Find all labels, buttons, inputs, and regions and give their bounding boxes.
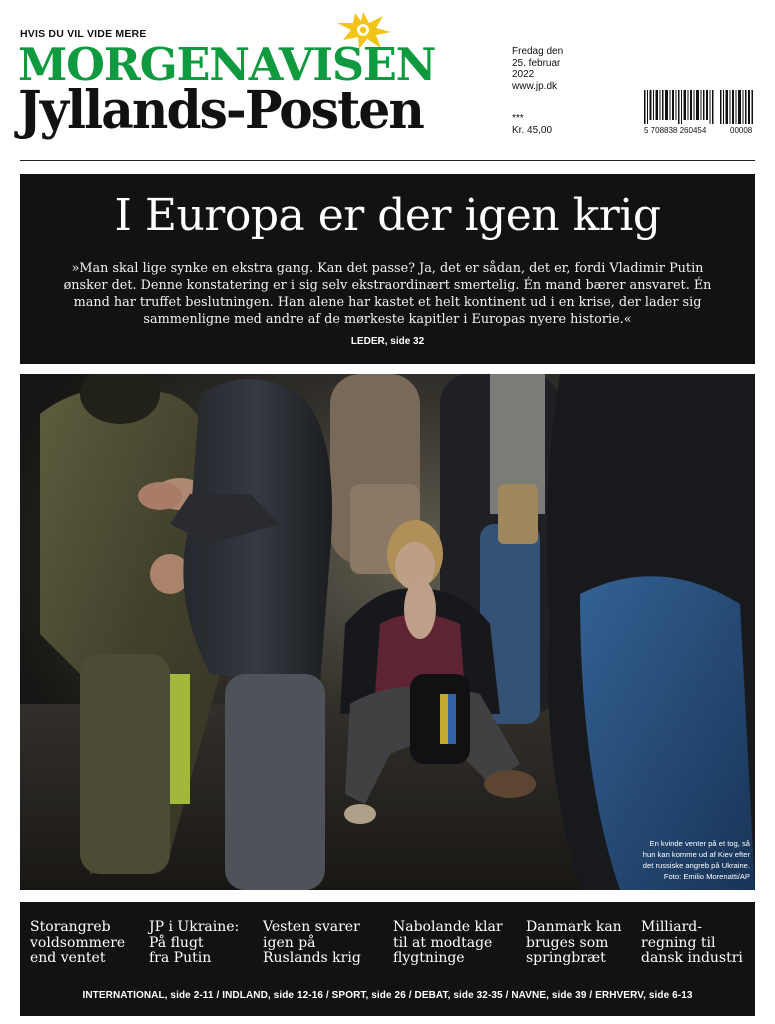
teaser-line: Ruslands krig <box>263 950 361 966</box>
teaser-line: voldsommere <box>30 934 126 951</box>
lead-headline[interactable]: I Europa er der igen krig <box>114 190 661 241</box>
masthead <box>0 0 775 160</box>
photo-caption <box>600 838 750 882</box>
teaser-line: springbræt <box>526 950 606 966</box>
teaser-6[interactable] <box>641 920 743 967</box>
teaser-line: Milliard- <box>641 919 702 935</box>
photo-caption-line-1: En kvinde venter på et tog, så <box>649 839 750 848</box>
website-link[interactable]: www.jp.dk <box>512 80 558 92</box>
teaser-line: igen på <box>263 934 316 951</box>
year-label: 2022 <box>512 69 535 80</box>
teaser-line: fra Putin <box>149 950 212 966</box>
masthead-title-bottom: Jyllands-Posten <box>18 80 423 141</box>
teaser-line: Storangreb <box>30 919 111 935</box>
teaser-3[interactable] <box>263 920 361 967</box>
teaser-line: bruges som <box>526 934 609 951</box>
teaser-line: dansk industri <box>641 950 743 966</box>
date-label: 25. februar <box>512 57 561 69</box>
date-block <box>512 46 563 92</box>
teaser-line: flygtninge <box>393 950 465 966</box>
price-block <box>512 113 552 137</box>
section-index[interactable]: INTERNATIONAL, side 2-11 / INDLAND, side 12-16 / SPORT, side 26 / DEBAT, side 32-35 / NAVNE, side 39 / ERHVERV, side 6-13 <box>82 990 693 1001</box>
barcode-icon <box>644 90 714 124</box>
teaser-line: regning til <box>641 934 716 951</box>
lead-headline-box <box>20 174 755 364</box>
teaser-2[interactable] <box>149 920 239 967</box>
teaser-line: Vesten svarer <box>263 919 360 935</box>
teaser-line: JP i Ukraine: <box>149 919 240 935</box>
price-label: Kr. 45,00 <box>512 125 553 136</box>
photo-credit: Foto: Emilio Morenatti/AP <box>663 872 750 881</box>
teaser-line: end ventet <box>30 950 106 966</box>
teaser-line: Danmark kan <box>526 919 622 935</box>
cover-photo-illustration <box>20 374 755 890</box>
masthead-divider <box>20 160 755 161</box>
teaser-5[interactable] <box>526 920 622 967</box>
teaser-1[interactable] <box>30 920 125 967</box>
photo-caption-line-2: hun kan komme ud af Kiev efter <box>642 850 750 859</box>
lead-page-reference[interactable]: LEDER, side 32 <box>350 336 425 347</box>
teaser-box <box>20 902 755 1016</box>
teaser-line: På flugt <box>149 934 204 951</box>
cover-photo[interactable] <box>20 374 755 890</box>
tagline: HVIS DU VIL VIDE MERE <box>20 28 147 40</box>
issue-digits: 00008 <box>730 126 753 135</box>
photo-caption-line-3: det russiske angreb på Ukraine. <box>642 861 750 870</box>
barcode-digits: 5 708838 260454 <box>644 126 707 135</box>
teaser-line: Nabolande klar <box>393 919 503 935</box>
teaser-line: til at modtage <box>393 934 493 951</box>
lead-quote: »Man skal lige synke en ekstra gang. Kan det passe? Ja, det er sådan, det er, fordi Vladimir Putin ønsker det. Denne konstatering er i sig selv ekstraordinært smertelig. Én mand bærer ansvaret. Én mand har truffet beslutningen. Han alene har kastet et helt kontinent ud i en krise, der lader sig sammenligne med andre af de mørkeste kapitler i Europas nyere historie.« <box>63 261 712 327</box>
masthead-title-top: MORGENAVISEN <box>18 38 436 91</box>
stars-label: *** <box>512 113 524 124</box>
teaser-4[interactable] <box>393 920 503 967</box>
issue-barcode-icon <box>720 90 754 124</box>
day-label: Fredag den <box>512 46 564 57</box>
